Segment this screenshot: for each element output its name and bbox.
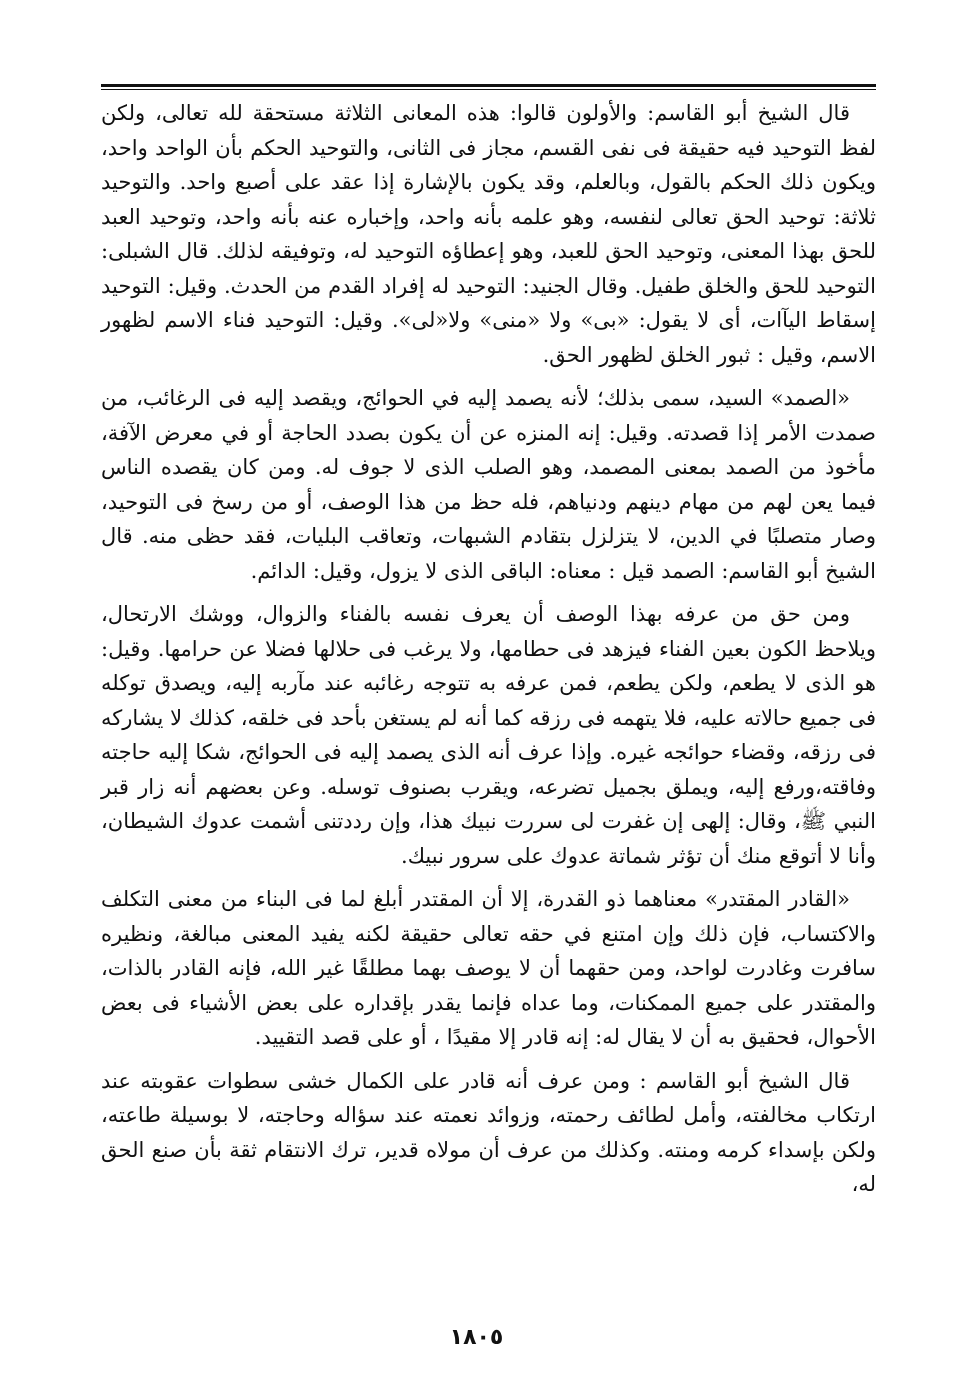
header-rule-thin <box>101 89 876 90</box>
page-number: ١٨٠٥ <box>449 1325 504 1350</box>
paragraph-4: «القادر المقتدر» معناهما ذو القدرة، إلا أن المقتدر أبلغ لما فى البناء من معنى التكلف والاكتساب، فإن ذلك وإن امتنع في حقه تعالى حقيقة لكنه يفيد المعنى مبالغة، ونظيره سافرت وغادرت لواحد، ومن حقهما أن لا يوصف بهما مطلقًا غير الله، فإنه القادر بالذات، والمقتدر على جميع الممكنات، وما عداه فإنما يقدر بإقداره على بعض الأشياء فى بعض الأحوال، فحقيق به أن لا يقال له: إنه قادر إلا مقيدًا ، أو على قصد التقييد. <box>101 887 876 1049</box>
header-rule-thick <box>101 84 876 87</box>
paragraph-2: «الصمد» السيد، سمى بذلك؛ لأنه يصمد إليه في الحوائج، ويقصد إليه فى الرغائب، من صمدت الأمر إذا قصدته. وقيل: إنه المنزه عن أن يكون بصدد الحاجة أو في معرض الآفة، مأخوذ من الصمد بمعنى المصمد، وهو الصلب الذى لا جوف له. ومن كان يقصده الناس فيما يعن لهم من مهام دينهم ودنياهم، فله حظ من هذا الوصف، أو من رسخ فى التوحيد، وصار متصلبًا في الدين، لا يتزلزل بتقادم الشبهات، وتعاقب البليات، فقد حظى منه. قال الشيخ أبو القاسم: الصمد قيل : معناه: الباقى الذى لا يزول، وقيل: الدائم. <box>101 386 876 583</box>
paragraph-1: قال الشيخ أبو القاسم: والأولون قالوا: هذه المعانى الثلاثة مستحقة لله تعالى، ولكن لفظ التوحيد فيه حقيقة فى نفى القسم، مجاز فى الثانى، والتوحيد الحكم بأن الواحد واحد، ويكون ذلك الحكم بالقول، وبالعلم، وقد يكون بالإشارة إذا عقد على أصبع واحد. والتوحيد ثلاثة: توحيد الحق تعالى لنفسه، وهو علمه بأنه واحد، وإخباره عنه بأنه واحد، وتوحيد العبد للحق بهذا المعنى، وتوحيد الحق للعبد، وهو إعطاؤه التوحيد له، وتوفيقه لذلك. قال الشبلى: التوحيد للحق والخلق طفيل. وقال الجنيد: التوحيد له إفراد القدم من الحدث. وقيل: التوحيد إسقاط اليآات، أى لا يقول: «بى» ولا «منى» ولا«لى». وقيل: التوحيد فناء الاسم لظهور الاسم، وقيل : ثبور الخلق لظهور الحق. <box>101 101 876 367</box>
paragraph-3: ومن حق من عرفه بهذا الوصف أن يعرف نفسه بالفناء والزوال، ووشك الارتحال، ويلاحظ الكون بعين الفناء فيزهد فى حطامها، ولا يرغب فى حلالها فضلا عن حرامها. وقيل: هو الذى لا يطعم، ولكن يطعم، فمن عرفه به تتوجه رغائبه عند مآربه إليه، ويصدق توكله فى جميع حالاته عليه، فلا يتهمه فى رزقه كما أنه لم يستغن بأحد فى خلقه، كذلك لا يشاركه فى رزقه، وقضاء حوائجه غيره. وإذا عرف أنه الذى يصمد إليه فى الحوائج، شكا إليه حاجته وفاقته،ورفع إليه، ويملق بجميل تضرعه، ويقرب بصنوف توسله. وعن بعضهم أنه زار قبر النبي ﷺ، وقال: إلهى إن غفرت لى سررت نبيك هذا، وإن رددتنى أشمت عدوك الشيطان، وأنا لا أتوقع منك أن تؤثر شماتة عدوك على سرور نبيك. <box>101 602 876 868</box>
paragraph-5: قال الشيخ أبو القاسم : ومن عرف أنه قادر على الكمال خشى سطوات عقوبته عند ارتكاب مخالفته، وأمل لطائف رحمته، وزوائد نعمته عند سؤاله وحاجته، لا بوسيلة طاعته، ولكن بإسداء كرمه ومنته. وكذلك من عرف أن مولاه قدير، ترك الانتقام ثقة بأن صنع الحق له، <box>101 1068 876 1196</box>
body-text <box>101 96 876 1211</box>
